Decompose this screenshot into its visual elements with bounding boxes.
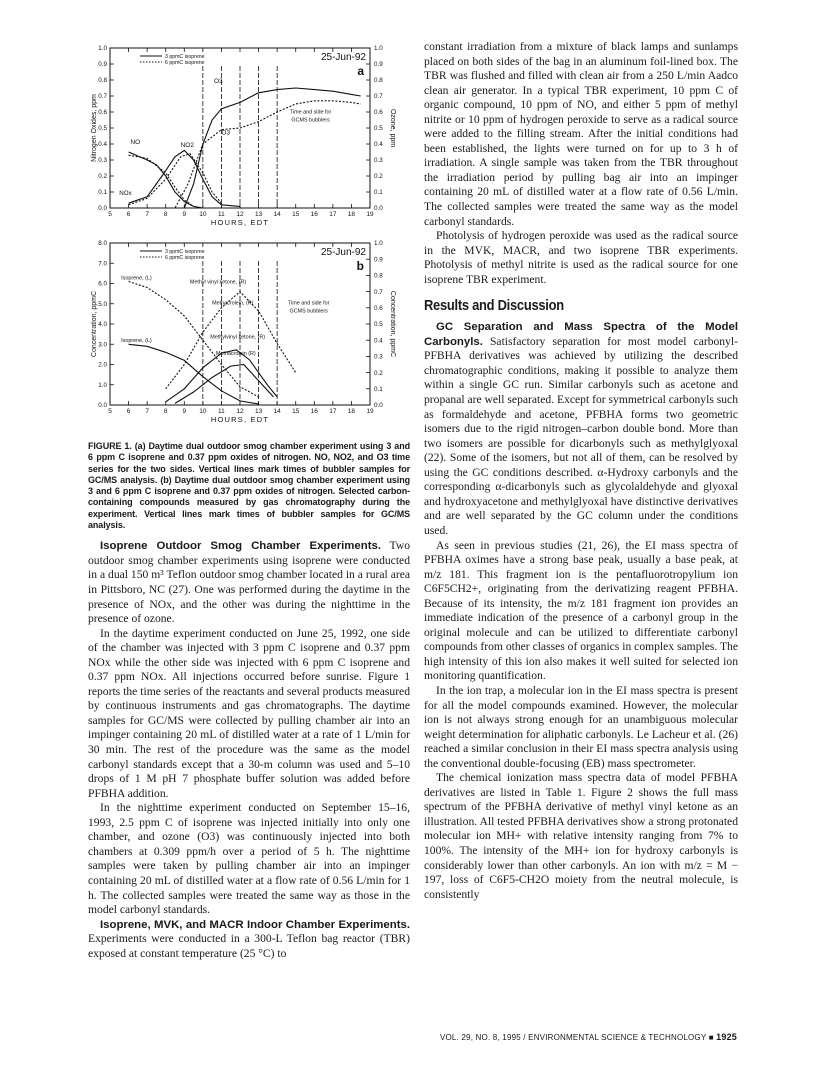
x-tick-label: 16 xyxy=(310,408,318,415)
right-paragraph xyxy=(424,539,738,684)
figure-caption: FIGURE 1. (a) Daytime dual outdoor smog chamber experiment using 3 and 6 ppm C isoprene and 0.37 ppm oxides of nitrogen. NO, NO2, and O3 time series for the two sides. Vertical lines mark times of bubbler samples for GC/MS analysis. (b) Daytime dual outdoor smog chamber experiment using 3 and 6 ppm C isoprene and 0.37 ppm oxides of nitrogen. Selected carbon-containing compounds measured by gas chromatography during the experiment. Vertical lines mark times of bubbler samples for GC/MS analysis. xyxy=(88,441,410,531)
x-tick-label: 8 xyxy=(163,408,168,415)
right-body-text-bottom xyxy=(424,320,738,902)
left-paragraph xyxy=(88,918,410,962)
x-tick-label: 13 xyxy=(254,211,263,218)
y-tick-label-right: 0.6 xyxy=(374,305,383,312)
left-paragraph xyxy=(88,801,410,917)
x-tick-label: 9 xyxy=(182,408,187,415)
annotation-isoprene-l: Isoprene, (L) xyxy=(121,338,152,345)
annotation-o3: O3 xyxy=(214,78,223,86)
paragraph-text: Photolysis of hydrogen peroxide was used as the radical source in the MVK, MACR, and two isoprene TBR experiments. Photolysis of methyl nitrite is used as the radical source for one isoprene TBR experiment. xyxy=(424,229,738,286)
x-tick-label: 17 xyxy=(329,211,337,218)
y-tick-label-left: 1.0 xyxy=(98,381,107,389)
y-tick-label-left: 7.0 xyxy=(98,260,107,268)
y-tick-label-right: 0.6 xyxy=(374,109,383,117)
y-tick-label-right: 0.7 xyxy=(374,288,383,296)
y-tick-label-right: 0.3 xyxy=(374,157,383,165)
x-tick-label: 12 xyxy=(236,211,244,218)
y-axis-label-left: Concentration, ppmC xyxy=(91,290,98,358)
annotation-mvk-r: Methylvinyl ketone, (R) xyxy=(210,334,266,341)
y-tick-label-left: 4.0 xyxy=(98,321,107,329)
annotation-methacrolein-r: Methacrolein (R) xyxy=(215,350,256,357)
right-paragraph xyxy=(424,771,738,902)
x-tick-label: 6 xyxy=(126,408,131,415)
x-tick-label: 15 xyxy=(292,211,300,218)
y-tick-label-left: 3.0 xyxy=(98,341,107,349)
x-tick-label: 17 xyxy=(329,408,337,415)
panel-date: 25-Jun-92 xyxy=(320,247,366,258)
left-paragraph xyxy=(88,627,410,802)
y-tick-label-right: 0.5 xyxy=(374,125,383,133)
left-body-text xyxy=(88,539,410,961)
right-column xyxy=(424,40,738,902)
y-tick-label-left: 0.0 xyxy=(98,205,107,213)
x-axis-label: HOURS, EDT xyxy=(210,218,270,227)
page-footer xyxy=(440,1032,737,1042)
y-tick-label-left: 2.0 xyxy=(98,361,107,369)
series-line-no2 xyxy=(129,154,222,205)
right-paragraph xyxy=(424,40,738,229)
legend-label: 6 ppmC isoprene xyxy=(165,60,205,66)
figure-1b-chart xyxy=(88,235,410,435)
y-tick-label-right: 0.8 xyxy=(374,272,383,280)
legend-label: 3 ppmC isoprene xyxy=(165,249,205,255)
x-tick-label: 14 xyxy=(273,408,281,415)
x-tick-label: 12 xyxy=(236,408,244,415)
series-line-no xyxy=(129,155,194,206)
y-axis-label-right: Concentration, ppmC xyxy=(389,290,396,358)
page-number: 1925 xyxy=(716,1032,737,1042)
right-paragraph xyxy=(424,320,738,538)
y-tick-label-left: 0.2 xyxy=(98,173,107,181)
footer-journal: VOL. 29, NO. 8, 1995 / ENVIRONMENTAL SCIENCE & TECHNOLOGY xyxy=(439,1033,707,1042)
y-tick-label-left: 0.1 xyxy=(98,189,107,197)
x-tick-label: 15 xyxy=(292,408,300,415)
y-tick-label-right: 0.3 xyxy=(374,353,383,361)
y-tick-label-right: 0.2 xyxy=(374,173,383,181)
figure-1a-chart xyxy=(88,40,410,235)
annotation-no: NO xyxy=(130,139,141,146)
y-tick-label-right: 0.1 xyxy=(374,189,383,197)
y-tick-label-right: 0.7 xyxy=(374,93,383,101)
paragraph-text: Two outdoor smog chamber experiments using isoprene were conducted in a dual 150 m³ Teflon outdoor smog chamber located in a rural area in Pittsboro, NC (27). One was performed during the daytime in the presence of NOx, and the other was during the nighttime in the presence of ozone. xyxy=(88,539,410,626)
annotation-nox: NOx xyxy=(119,190,132,198)
annotation-mvk: Methyl vinyl ketone, (R) xyxy=(189,279,247,286)
y-tick-label-right: 0.0 xyxy=(374,205,383,213)
y-tick-label-right: 1.0 xyxy=(374,240,383,248)
x-tick-label: 19 xyxy=(366,408,374,415)
x-tick-label: 14 xyxy=(273,211,281,218)
x-tick-label: 7 xyxy=(145,211,149,218)
paragraph-text: As seen in previous studies (21, 26), the EI mass spectra of PFBHA oximes have a strong base peak, usually a base peak, at m/z 181. This fragment ion is the pentafluorotropylium ion C6F5CH2+, originating from the derivatizing reagent PFBHA. Because of its intensity, the m/z 181 fragment ion provides an immediate indication of the presence of a carbonyl group in the original molecule and can be utilized to differentiate carbonyl compounds from other classes of organics in complex samples. The high intensity of this ion also makes it well suited for selected ion monitoring quantification. xyxy=(424,538,738,683)
legend-label: 6 ppmC isoprene xyxy=(165,255,205,261)
x-tick-label: 11 xyxy=(218,408,225,415)
x-tick-label: 18 xyxy=(347,211,356,218)
x-tick-label: 6 xyxy=(126,211,131,218)
paragraph-text: Experiments were conducted in a 300-L Teflon bag reactor (TBR) exposed at constant temperature (25 °C) to xyxy=(88,932,410,960)
x-axis-label: HOURS, EDT xyxy=(210,415,270,424)
y-tick-label-right: 0.2 xyxy=(374,369,383,377)
y-tick-label-left: 1.0 xyxy=(98,45,107,53)
y-tick-label-left: 6.0 xyxy=(98,280,107,288)
series-line-o3 xyxy=(129,88,361,208)
x-tick-label: 18 xyxy=(347,408,356,415)
x-tick-label: 5 xyxy=(108,211,112,218)
annotation-o3-dashed: O3 xyxy=(221,129,231,137)
paragraph-text: In the ion trap, a molecular ion in the EI mass spectra is present for all the model compounds examined. However, the molecular ion is not always strong enough for an unambiguous molecular weight determination for aliphatic carbonyls. Le Lacheur et al. (26) reached a similar conclusion in their EI mass spectra analysis using the conventional double-focusing (EB) mass spectrometer. xyxy=(424,683,738,770)
paragraph-text: In the daytime experiment conducted on June 25, 1992, one side of the chamber was injected with 3 ppm C isoprene and 0.37 ppm NOx while the other side was injected with 6 ppm C isoprene and 0.37 ppm NOx. All injections occurred before sunrise. Figure 1 reports the time series of the reactants and several products measured by continuous instruments and gas chromatographs. The daytime samples for GC/MS were collected by pulling chamber air into an impinger containing 20 mL of distilled water at a rate of 1 L/min for 30 min. The rest of the procedure was the same as the model carbonyl standards except that a 30-m column was used and 5–10 drops of 1 M pH 7 phosphate buffer solution was added before PFBHA addition. xyxy=(88,626,410,800)
section-heading: Results and Discussion xyxy=(424,297,564,315)
y-tick-label-right: 0.0 xyxy=(374,402,383,410)
x-tick-label: 5 xyxy=(108,408,112,415)
paragraph-text: constant irradiation from a mixture of black lamps and sunlamps placed on both sides of the bag in an aluminum foil-lined box. The TBR was flushed and filled with clean air from a 250 L/min Aadco clean air generator. In a typical TBR experiment, 10 ppm C of organic compound, 10 ppm of NO, and either 5 ppm of methyl nitrite or 10 ppm of hydrogen peroxide to serve as a radical source were added to the filling stream. After the initial conditions had been established, the lights were turned on for up to 3 h of irradiation. A single sample was taken from the TBR throughout the irradiation period by pulling bag air into an impinger containing 20 mL of distilled water at a flow rate of 0.56 L/min. The collected samples were treated the same way as the model carbonyl standards. xyxy=(424,40,738,228)
left-paragraph xyxy=(88,539,410,626)
y-tick-label-left: 8.0 xyxy=(98,240,107,248)
annotation-methacrolein: Methacrolein, (R) xyxy=(212,300,254,307)
x-tick-label: 8 xyxy=(163,211,168,218)
y-tick-label-right: 0.9 xyxy=(374,256,383,264)
y-tick-label-left: 0.0 xyxy=(98,402,107,410)
x-tick-label: 19 xyxy=(366,211,374,218)
y-tick-label-left: 0.6 xyxy=(98,109,107,117)
y-tick-label-left: 5.0 xyxy=(98,300,107,308)
y-tick-label-left: 0.5 xyxy=(98,125,107,133)
x-tick-label: 7 xyxy=(145,408,149,415)
x-tick-label: 10 xyxy=(199,211,207,218)
right-paragraph xyxy=(424,684,738,771)
x-tick-label: 10 xyxy=(199,408,207,415)
run-in-heading: Isoprene, MVK, and MACR Indoor Chamber Experiments. xyxy=(100,918,410,931)
y-tick-label-right: 0.4 xyxy=(374,337,383,345)
y-tick-label-right: 0.9 xyxy=(374,61,383,69)
y-tick-label-left: 0.8 xyxy=(98,77,107,85)
right-paragraph xyxy=(424,229,738,287)
y-tick-label-right: 1.0 xyxy=(374,45,383,53)
y-tick-label-right: 0.8 xyxy=(374,77,383,85)
x-tick-label: 16 xyxy=(310,211,318,218)
panel-letter: b xyxy=(356,259,364,273)
annotation-bubbler: Time and side for xyxy=(287,300,330,307)
annotation-bubbler: GCMS bubblers xyxy=(289,308,328,315)
annotation-bubbler: GCMS bubblers xyxy=(291,117,330,124)
x-tick-label: 9 xyxy=(182,211,187,218)
y-tick-label-left: 0.4 xyxy=(98,141,107,149)
y-axis-label-left: Nitrogen Oxides, ppm xyxy=(91,94,98,162)
legend-label: 3 ppmC isoprene xyxy=(165,54,205,60)
y-tick-label-right: 0.5 xyxy=(374,321,383,329)
run-in-heading: Isoprene Outdoor Smog Chamber Experiments. xyxy=(100,540,382,553)
y-tick-label-left: 0.9 xyxy=(98,61,107,69)
x-tick-label: 11 xyxy=(218,211,225,218)
right-body-text-top xyxy=(424,40,738,287)
run-in-heading: GC Separation and Mass Spectra of the Model Carbonyls. xyxy=(424,321,738,348)
panel-date: 25-Jun-92 xyxy=(320,52,366,63)
annotation-bubbler: Time and side for xyxy=(289,109,332,116)
x-tick-label: 13 xyxy=(254,408,263,415)
paragraph-text: In the nighttime experiment conducted on September 15–16, 1993, 2.5 ppm C of isoprene was injected initially into only one chamber, and ozone (O3) was continuously injected into both chambers at 0.309 ppm/h over a period of 5 h. The nighttime samples were taken by pulling chamber air into an impinger containing 20 mL of distilled water at a flow rate of 0.56 L/min for 1 h. The collected samples were treated the same way as those in the model carbonyl standards. xyxy=(88,801,410,917)
panel-letter: a xyxy=(357,64,364,78)
y-tick-label-left: 0.3 xyxy=(98,157,107,165)
paragraph-text: The chemical ionization mass spectra data of model PFBHA derivatives are listed in Table 1. Figure 2 shows the full mass spectrum of the PFBHA derivative of methyl vinyl ketone as an illustration. All tested PFBHA derivatives show a strong protonated molecular ion MH+ with relative intensity ranging from 7% to 100%. The intensity of the MH+ ion for hydroxy carbonyls is considerably lower than other carbonyls. An ion with m/z = M − 197, loss of C6F5-CH2O moiety from the neutral molecule, is consistently xyxy=(424,771,738,901)
y-tick-label-right: 0.4 xyxy=(374,141,383,149)
paragraph-text: Satisfactory separation for most model carbonyl-PFBHA derivatives was achieved by utilizing the described chromatographic conditions, making it possible to analyze them within a single GC run. Similar carbonyls such as acetone and propanal are well separated. Except for symmetrical carbonyls such as formaldehyde and acetone, PFBHA forms two geometric isomers due to the rigid nitrogen–carbon double bond. More than two isomers are possible for dicarbonyls such as methylglyoxal (22). Some of the isomers, but not all of them, can be resolved by using the GC conditions described. α-Hydroxy carbonyls and the corresponding α-dicarbonyls such as glycolaldehyde and glyoxal and hydroxyacetone and methylglyoxal have distinctive derivatives and are well separated by the GC column under the conditions used. xyxy=(424,334,738,537)
y-tick-label-left: 0.7 xyxy=(98,93,107,101)
annotation-isoprene: Isoprene, (L) xyxy=(121,275,152,282)
footer-bullet: ■ xyxy=(708,1033,714,1042)
annotation-no2: NO2 xyxy=(180,142,194,150)
y-axis-label-right: Ozone, ppm xyxy=(389,108,396,148)
y-tick-label-right: 0.1 xyxy=(374,386,383,393)
left-column xyxy=(88,40,410,961)
